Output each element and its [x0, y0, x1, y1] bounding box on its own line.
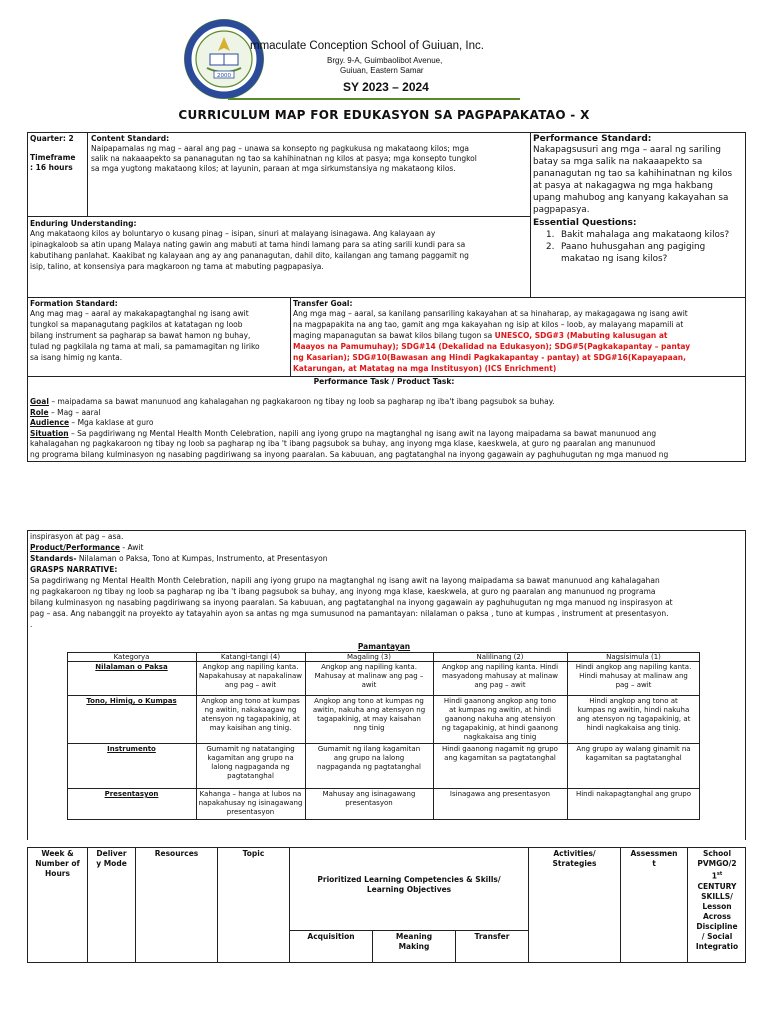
product-label: Product/Performance	[30, 543, 120, 552]
rubric-cell: Angkop ang napiling kanta. Napakahusay at napakalinaw ang pag – awit	[199, 663, 302, 689]
school-name: mmaculate Conception School of Guiuan, Inc.	[250, 40, 484, 52]
school-year: SY 2023 – 2024	[343, 80, 429, 94]
rubric-category: Nilalaman o Paksa	[95, 663, 168, 671]
rubric-category: Instrumento	[107, 745, 156, 753]
transfer-line-plain: maging mapanagutan sa bawat kilos bilang tugon sa	[293, 331, 495, 340]
continued-line: inspirasyon at pag – asa.	[30, 532, 124, 541]
rubric-category: Presentasyon	[104, 790, 159, 798]
essential-questions-label: Essential Questions:	[533, 218, 637, 228]
formation-line: Ang mag mag – aaral ay makakapagtanghal ng isang awit	[30, 309, 249, 318]
col-topic: Topic	[242, 849, 265, 858]
address-line-1: Brgy. 9-A, Guimbaolibot Avenue,	[327, 56, 443, 65]
formation-standard-label: Formation Standard:	[30, 299, 118, 308]
grasps-label: GRASPS NARRATIVE:	[30, 565, 118, 574]
performance-standard-line: at pasya at nakagagwa ng mga hakbang	[533, 181, 713, 191]
performance-task-heading: Performance Task / Product Task:	[313, 377, 455, 386]
col-activities: Activities/ Strategies	[552, 849, 597, 868]
col-meaning-making: Meaning Making	[395, 932, 433, 951]
situation-text: – Sa pagdiriwang ng Mental Health Month Celebration, napili ang iyong grupo na magtanghal ng isang awit na layong maipadama sa bawat manunuod ang	[68, 429, 657, 438]
standards-text: Nilalaman o Paksa, Tono at Kumpas, Instrumento, at Presentasyon	[76, 554, 328, 563]
performance-standard-line: upang mahubog ang kanyang kakayahan sa	[533, 193, 729, 203]
content-standard-line: salik na nakaaapekto sa pananagutan ng tao sa kahihinatnan ng kilos at pasya; mga konsepto tungkol	[91, 154, 477, 163]
enduring-understanding-label: Enduring Understanding:	[30, 219, 137, 228]
timeframe-value: : 16 hours	[30, 163, 73, 172]
content-standard-line: Naipapamalas ng mag – aaral ang pag – unawa sa konsepto ng pagkukusa ng makataong kilos; mga	[91, 144, 469, 153]
goal-text: – maipadama sa bawat manunuod ang kahalagahan ng pagkakaroon ng tibay ng loob sa pagharap ng iba't ibang pagsubok sa buhay.	[48, 397, 555, 406]
enduring-line: ipinagkaloob sa atin upang Malaya nating gawin ang mabuti at tama hindi lamang para sa ating sarili kundi para sa	[30, 240, 466, 249]
task-role	[30, 408, 100, 418]
rubric-cell: Gumamit ng ilang kagamitan ang grupo na lalong nagpaganda ng pagtatanghal	[317, 745, 421, 771]
essential-q2: Paano huhusgahan ang pagiging	[561, 242, 706, 252]
col-acquisition: Acquisition	[307, 932, 355, 941]
rubric-cell: Kahanga – hanga at lubos na napakahusay ng isinagawang presentasyon	[198, 790, 303, 816]
narrative-line: Sa pagdiriwang ng Mental Health Month Celebration, napili ang iyong grupo na magtanghal ng isang awit na layong maipadama sa bawat manunuod ang kahalagahan	[30, 576, 660, 585]
rubric-cell: Hindi gaanong nagamit ng grupo ang kagamitan sa pagtatanghal	[442, 745, 558, 762]
role-label: Role	[30, 408, 49, 417]
transfer-line	[293, 331, 668, 341]
rubric-cell: Hindi nakapagtanghal ang grupo	[575, 790, 692, 798]
sdg-highlight: UNESCO, SDG#3 (Mabuting kalusugan at	[494, 331, 668, 340]
rubric-cell: Mahusay ang isinagawang presentasyon	[322, 790, 416, 807]
task-situation	[30, 429, 656, 439]
performance-standard-line: batay sa mga salik na nakaaapekto sa	[533, 157, 703, 167]
rubric-cell: Hindi gaanong angkop ang tono at kumpas ng awitin, at hindi gaanong nakuha ang atensiyon ng tagapakinig, at hindi gaanong nagkakaisa ang tinig	[441, 697, 559, 741]
performance-standard-line: pananagutan ng tao sa kahihinatnan ng kilos	[533, 169, 733, 179]
sdg-highlight: ng Kasarian); SDG#10(Bawasan ang Hindi Pagkakapantay - pantay) at SDG#16(Kapayapaan,	[293, 353, 686, 362]
rubric-header: Katangi-tangi (4)	[220, 653, 281, 661]
rubric-cell: Angkop ang napiling kanta. Mahusay at malinaw ang pag – awit	[314, 663, 424, 689]
situation-label: Situation	[30, 429, 69, 438]
school-logo	[183, 18, 265, 100]
rubric-cell: Gumamit ng natatanging kagamitan ang grupo na lalong nagpaganda ng pagtatanghal	[206, 745, 295, 780]
goal-label: Goal	[30, 397, 49, 406]
col-week-hours: Week & Number of Hours	[35, 849, 80, 878]
col-delivery-mode: Deliver y Mode	[96, 849, 127, 868]
situation-line: kahalagahan ng pagkakaroon ng tibay ng loob sa pagharap ng iba 't ibang pagsubok sa buhay, ang inyong mga klase, kaeskwela, at guro ng paaralan ang manunuod	[30, 439, 656, 448]
situation-line: ng programa bilang kulminasyon ng nasabing pagdiriwang sa inyong paaralan. Sa kabuuan, ang pagtatanghal na inyong gagawain ay paghuhugutan ng mga manuod ng	[30, 450, 669, 459]
enduring-line: kabutihang panlahat. Kaakibat ng kalayaan ang ay ang pananagutan, dahil dito, kailangan ang tamang paggamit ng	[30, 251, 469, 260]
col-assessment: Assessmen t	[630, 849, 678, 868]
rubric-cell: Hindi angkop ang tono at kumpas ng awitin, hindi nakuha ang atensyon ng tagapakinig, at hindi nagkakaisa ang tinig.	[576, 697, 691, 732]
content-standard-label: Content Standard:	[91, 134, 170, 143]
rubric-title: Pamantayan	[357, 642, 411, 651]
rubric-header: Magaling (3)	[347, 653, 391, 661]
narrative-line: bilang kulminasyon ng nasabing pagdiriwang sa inyong paaralan. Sa kabuuan, ang pagtatanghal na inyong gagawain ay paghuhugutan ng mga manuod ng inspirasyon at	[30, 598, 673, 607]
standards-line	[30, 554, 327, 564]
rubric-cell: Hindi angkop ang napiling kanta. Hindi mahusay at malinaw ang pag – awit	[575, 663, 692, 689]
sdg-highlight: Maayos na Pamumuhay); SDG#14 (Dekalidad na Edukasyon); SDG#5(Pagkakapantay – pantay	[293, 342, 691, 351]
rubric-header: Nalilinang (2)	[476, 653, 524, 661]
document-title: CURRICULUM MAP FOR EDUKASYON SA PAGPAPAKATAO - X	[178, 108, 590, 122]
transfer-line: na magpapakita na ang tao, gamit ang mga kakayahan ng isip at kilos – loob, ay malayang mapamili at	[293, 320, 684, 329]
essential-q2-num: 2.	[546, 242, 555, 252]
task-goal	[30, 397, 554, 407]
standards-label: Standards-	[30, 554, 77, 563]
enduring-line: isip, talino, at konsensiya para magkaroon ng tama at mabuting pagpapasiya.	[30, 262, 324, 271]
col-transfer: Transfer	[474, 932, 510, 941]
rubric-cell: Isinagawa ang presentasyon	[449, 790, 551, 798]
formation-line: tulad ng pagkilala ng tama at mali, sa pamamagitan ng liriko	[30, 342, 260, 351]
col-school-pvmgo: School PVMGO/2 1st CENTURY SKILLS/ Lesson Across Discipline / Social Integratio	[695, 849, 739, 951]
narrative-line: ng pagkakaroon ng tibay ng loob sa pagharap ng iba 't ibang pagsubok sa buhay, ang inyong mga klase, kaeskwela, at guro ng paaralan ang manunuod ng programa	[30, 587, 656, 596]
rubric-header: Kategorya	[113, 653, 150, 661]
formation-line: tungkol sa mapanagutang pagkilos at katatagan ng loob	[30, 320, 243, 329]
transfer-goal-label: Transfer Goal:	[293, 299, 353, 308]
sdg-highlight: Katarungan, at Matatag na mga Institusyon) (ICS Enrichment)	[293, 364, 557, 373]
content-standard-line: sa mga yugtong makataong kilos; at layunin, paraan at mga sirkumstansiya ng makataong kilos.	[91, 164, 456, 173]
audience-text: – Mga kaklase at guro	[69, 418, 154, 427]
formation-line: sa isang himig ng kanta.	[30, 353, 123, 362]
address-line-2: Guiuan, Eastern Samar	[340, 66, 424, 75]
product-line	[30, 543, 143, 553]
narrative-dot: .	[30, 620, 33, 629]
timeframe-label: Timeframe	[30, 153, 76, 162]
narrative-line: pag – asa. Ang nabanggit na proyekto ay tatayahin ayon sa antas ng mga sumusunod na pamantayan: nilalaman o paksa , tuno at kumpas , instrument at presentasyon.	[30, 609, 669, 618]
enduring-line: Ang makataong kilos ay boluntaryo o kusang pinag – isipan, sinuri at malayang isinagawa. Ang kalayaan ay	[30, 229, 436, 238]
essential-q1: Bakit mahalaga ang makataong kilos?	[561, 230, 730, 240]
quarter-label: Quarter: 2	[30, 134, 74, 143]
rubric-cell: Angkop ang tono at kumpas ng awitin, nakuha ang atensyon ng tagapakinig, at may kaisahan nng tinig	[312, 697, 426, 732]
transfer-line: Ang mga mag – aaral, sa kanilang pansariling kakayahan at sa hinaharap, ay makagagawa ng isang awit	[293, 309, 688, 318]
rubric-cell: Angkop ang tono at kumpas ng awitin, nakakaagaw ng atensyon ng tagapakinig, at may kaisihan ang tinig.	[201, 697, 300, 732]
rubric-cell: Angkop ang napiling kanta. Hindi masyadong mahusay at malinaw ang pag – awit	[441, 663, 559, 689]
task-audience	[30, 418, 153, 428]
role-text: – Mag – aaral	[48, 408, 101, 417]
col-resources: Resources	[154, 849, 199, 858]
col-competencies: Prioritized Learning Competencies & Skills/ Learning Objectives	[317, 875, 501, 894]
rubric-cell: Ang grupo ay walang ginamit na kagamitan sa pagtatanghal	[576, 745, 691, 762]
product-text: - Awit	[119, 543, 144, 552]
rubric-header: Nagsisimula (1)	[606, 653, 661, 661]
logo-year: 2000	[217, 73, 231, 79]
performance-standard-line: pagpapasya.	[533, 205, 590, 215]
header-divider	[228, 98, 520, 100]
rubric-category: Tono, Himig, o Kumpas	[86, 697, 177, 705]
formation-line: bilang instrument sa pagharap sa bawat hamon ng buhay,	[30, 331, 251, 340]
essential-q1-num: 1.	[546, 230, 555, 240]
performance-standard-line: Nakapagsusuri ang mga – aaral ng sariling	[533, 145, 721, 155]
essential-q2: makatao ng isang kilos?	[561, 254, 668, 264]
audience-label: Audience	[30, 418, 70, 427]
performance-standard-label: Performance Standard:	[533, 134, 652, 144]
